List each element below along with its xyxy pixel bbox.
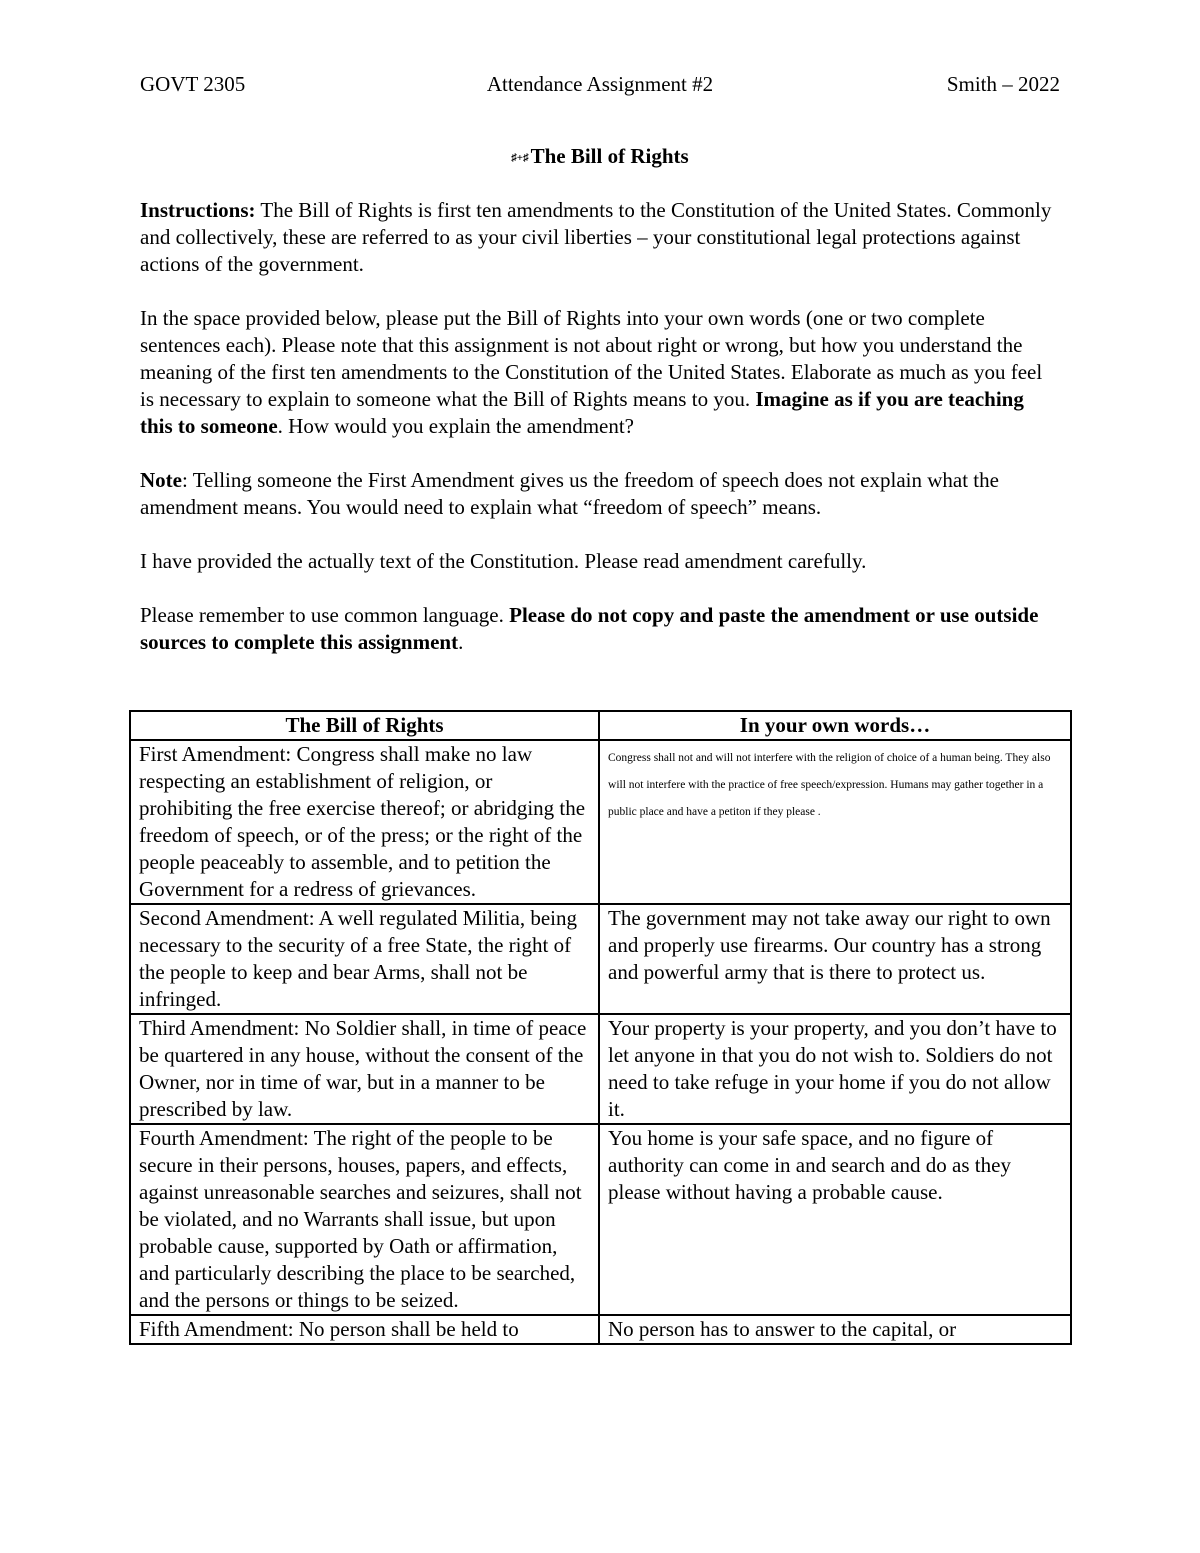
explanation-text-2: . How would you explain the amendment? — [277, 414, 635, 438]
document-title — [140, 144, 1060, 169]
table-row — [130, 904, 1071, 1014]
explanation-emphasis: Imagine as if you are teaching this to someone — [140, 387, 1024, 438]
table-header-row — [130, 711, 1071, 740]
table-row — [130, 1014, 1071, 1124]
explanation-paragraph — [140, 305, 1060, 440]
answer-text[interactable]: No person has to answer to the capital, or — [599, 1315, 1071, 1344]
answer-text[interactable] — [599, 740, 1071, 904]
page-header — [140, 72, 1060, 102]
amendment-text: Fifth Amendment: No person shall be held to — [130, 1315, 599, 1344]
table-row — [130, 1124, 1071, 1315]
table-row — [130, 1315, 1071, 1344]
no-copy-warning: Please do not copy and paste the amendment or use outside sources to complete this assignment — [140, 603, 1039, 654]
constitution-text-paragraph: I have provided the actually text of the Constitution. Please read amendment carefully. — [140, 549, 867, 573]
amendment-text: Third Amendment: No Soldier shall, in time of peace be quartered in any house, without the consent of the Owner, nor in time of war, but in a manner to be prescribed by law. — [130, 1014, 599, 1124]
column-header-own-words: In your own words… — [599, 711, 1071, 740]
assignment-name: Attendance Assignment #2 — [486, 72, 714, 96]
bill-of-rights-table — [129, 710, 1072, 1345]
common-language-paragraph — [140, 602, 1060, 656]
instructions-section — [140, 197, 1060, 683]
table-row — [130, 740, 1071, 904]
answer-text[interactable]: You home is your safe space, and no figure of authority can come in and search and do as they please without having a probable cause. — [599, 1124, 1071, 1315]
common-language-end: . — [458, 630, 464, 654]
amendment-text: Fourth Amendment: The right of the people to be secure in their persons, houses, papers, and effects, against unreasonable searches and seizures, shall not be violated, and no Warrants shall issue, but upon probable cause, supported by Oath or affirmation, and particularly describing the place to be searched, and the persons or things to be seized. — [130, 1124, 599, 1315]
title-marker: ♯+♯ — [511, 152, 529, 165]
amendment-text: First Amendment: Congress shall make no law respecting an establishment of religion, or prohibiting the free exercise thereof; or abridging the freedom of speech, or of the press; or the right of the people peaceably to assemble, and to petition the Government for a redress of grievances. — [130, 740, 599, 904]
explanation-text-1: In the space provided below, please put the Bill of Rights into your own words (one or two complete sentences each). Please note that this assignment is not about right or wrong, but how you understand the meaning of the first ten amendments to the Constitution of the United States. Elaborate as much as you feel is necessary to explain to someone what the Bill of Rights means to you. — [140, 306, 1043, 411]
course-code: GOVT 2305 — [140, 72, 246, 96]
instructions-label: Instructions: — [140, 198, 256, 222]
note-label: Note — [140, 468, 182, 492]
column-header-amendment: The Bill of Rights — [130, 711, 599, 740]
answer-text-small: Congress shall not and will not interfere with the religion of choice of a human being. They also will not interfere with the practice of free speech/expression. Humans may gather together in a public place and have a petiton if they please . — [608, 752, 1051, 818]
common-language-text: Please remember to use common language. — [140, 603, 510, 627]
note-paragraph — [140, 467, 1060, 521]
author-year: Smith – 2022 — [946, 72, 1060, 96]
title-text: The Bill of Rights — [530, 144, 689, 168]
instructions-text: The Bill of Rights is first ten amendments to the Constitution of the United States. Commonly and collectively, these are referred to as your civil liberties – your constitutional legal protections against actions of the government. — [140, 198, 1052, 276]
amendment-text: Second Amendment: A well regulated Militia, being necessary to the security of a free State, the right of the people to keep and bear Arms, shall not be infringed. — [130, 904, 599, 1014]
instructions-paragraph — [140, 197, 1060, 278]
answer-text[interactable]: The government may not take away our right to own and properly use firearms. Our country has a strong and powerful army that is there to protect us. — [599, 904, 1071, 1014]
note-text: : Telling someone the First Amendment gives us the freedom of speech does not explain what the amendment means. You would need to explain what “freedom of speech” means. — [140, 468, 999, 519]
answer-text[interactable]: Your property is your property, and you don’t have to let anyone in that you do not wish to. Soldiers do not need to take refuge in your home if you do not allow it. — [599, 1014, 1071, 1124]
